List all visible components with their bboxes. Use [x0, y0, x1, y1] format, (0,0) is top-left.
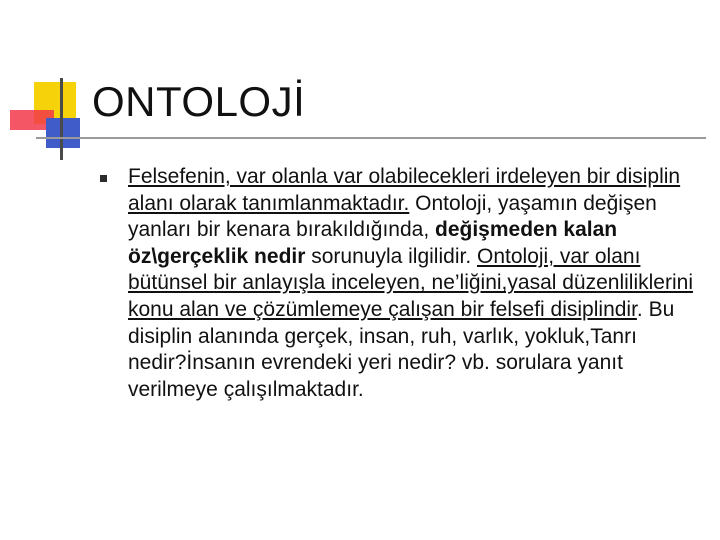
decor-blue-square [46, 118, 80, 148]
text-definition-underlined: Felsefenin, var olanla var olabilecekleri irdeleyen bir disiplin alanı olarak tanımlanmaktadır. [128, 165, 681, 215]
text-segment: Ontoloji, yaşamın değişen yanları bir kenara bırakıldığında, [128, 191, 657, 242]
text-segment: sorunuyla ilgilidir. [305, 244, 477, 268]
bullet-paragraph [128, 164, 700, 403]
bullet-square-icon [100, 175, 107, 182]
title-underline-rule [36, 137, 706, 139]
text-bold-question: değişmeden kalan öz\gerçeklik nedir [128, 218, 618, 268]
text-ontology-underlined: Ontoloji, var olanı bütünsel bir anlayışla inceleyen, ne’liğini,yasal düzenliliklerini konu alan ve çözümlemeye çalışan bir felsefi disiplindir [128, 244, 693, 321]
decor-vertical-line [60, 78, 63, 160]
slide-title: ONTOLOJİ [92, 78, 306, 125]
text-segment: . Bu disiplin alanında gerçek, insan, ruh, varlık, yokluk,Tanrı nedir?İnsanın evrendeki yeri nedir? vb. sorulara yanıt verilmeye çalışılmaktadır. [128, 297, 675, 401]
slide-body [100, 164, 700, 403]
